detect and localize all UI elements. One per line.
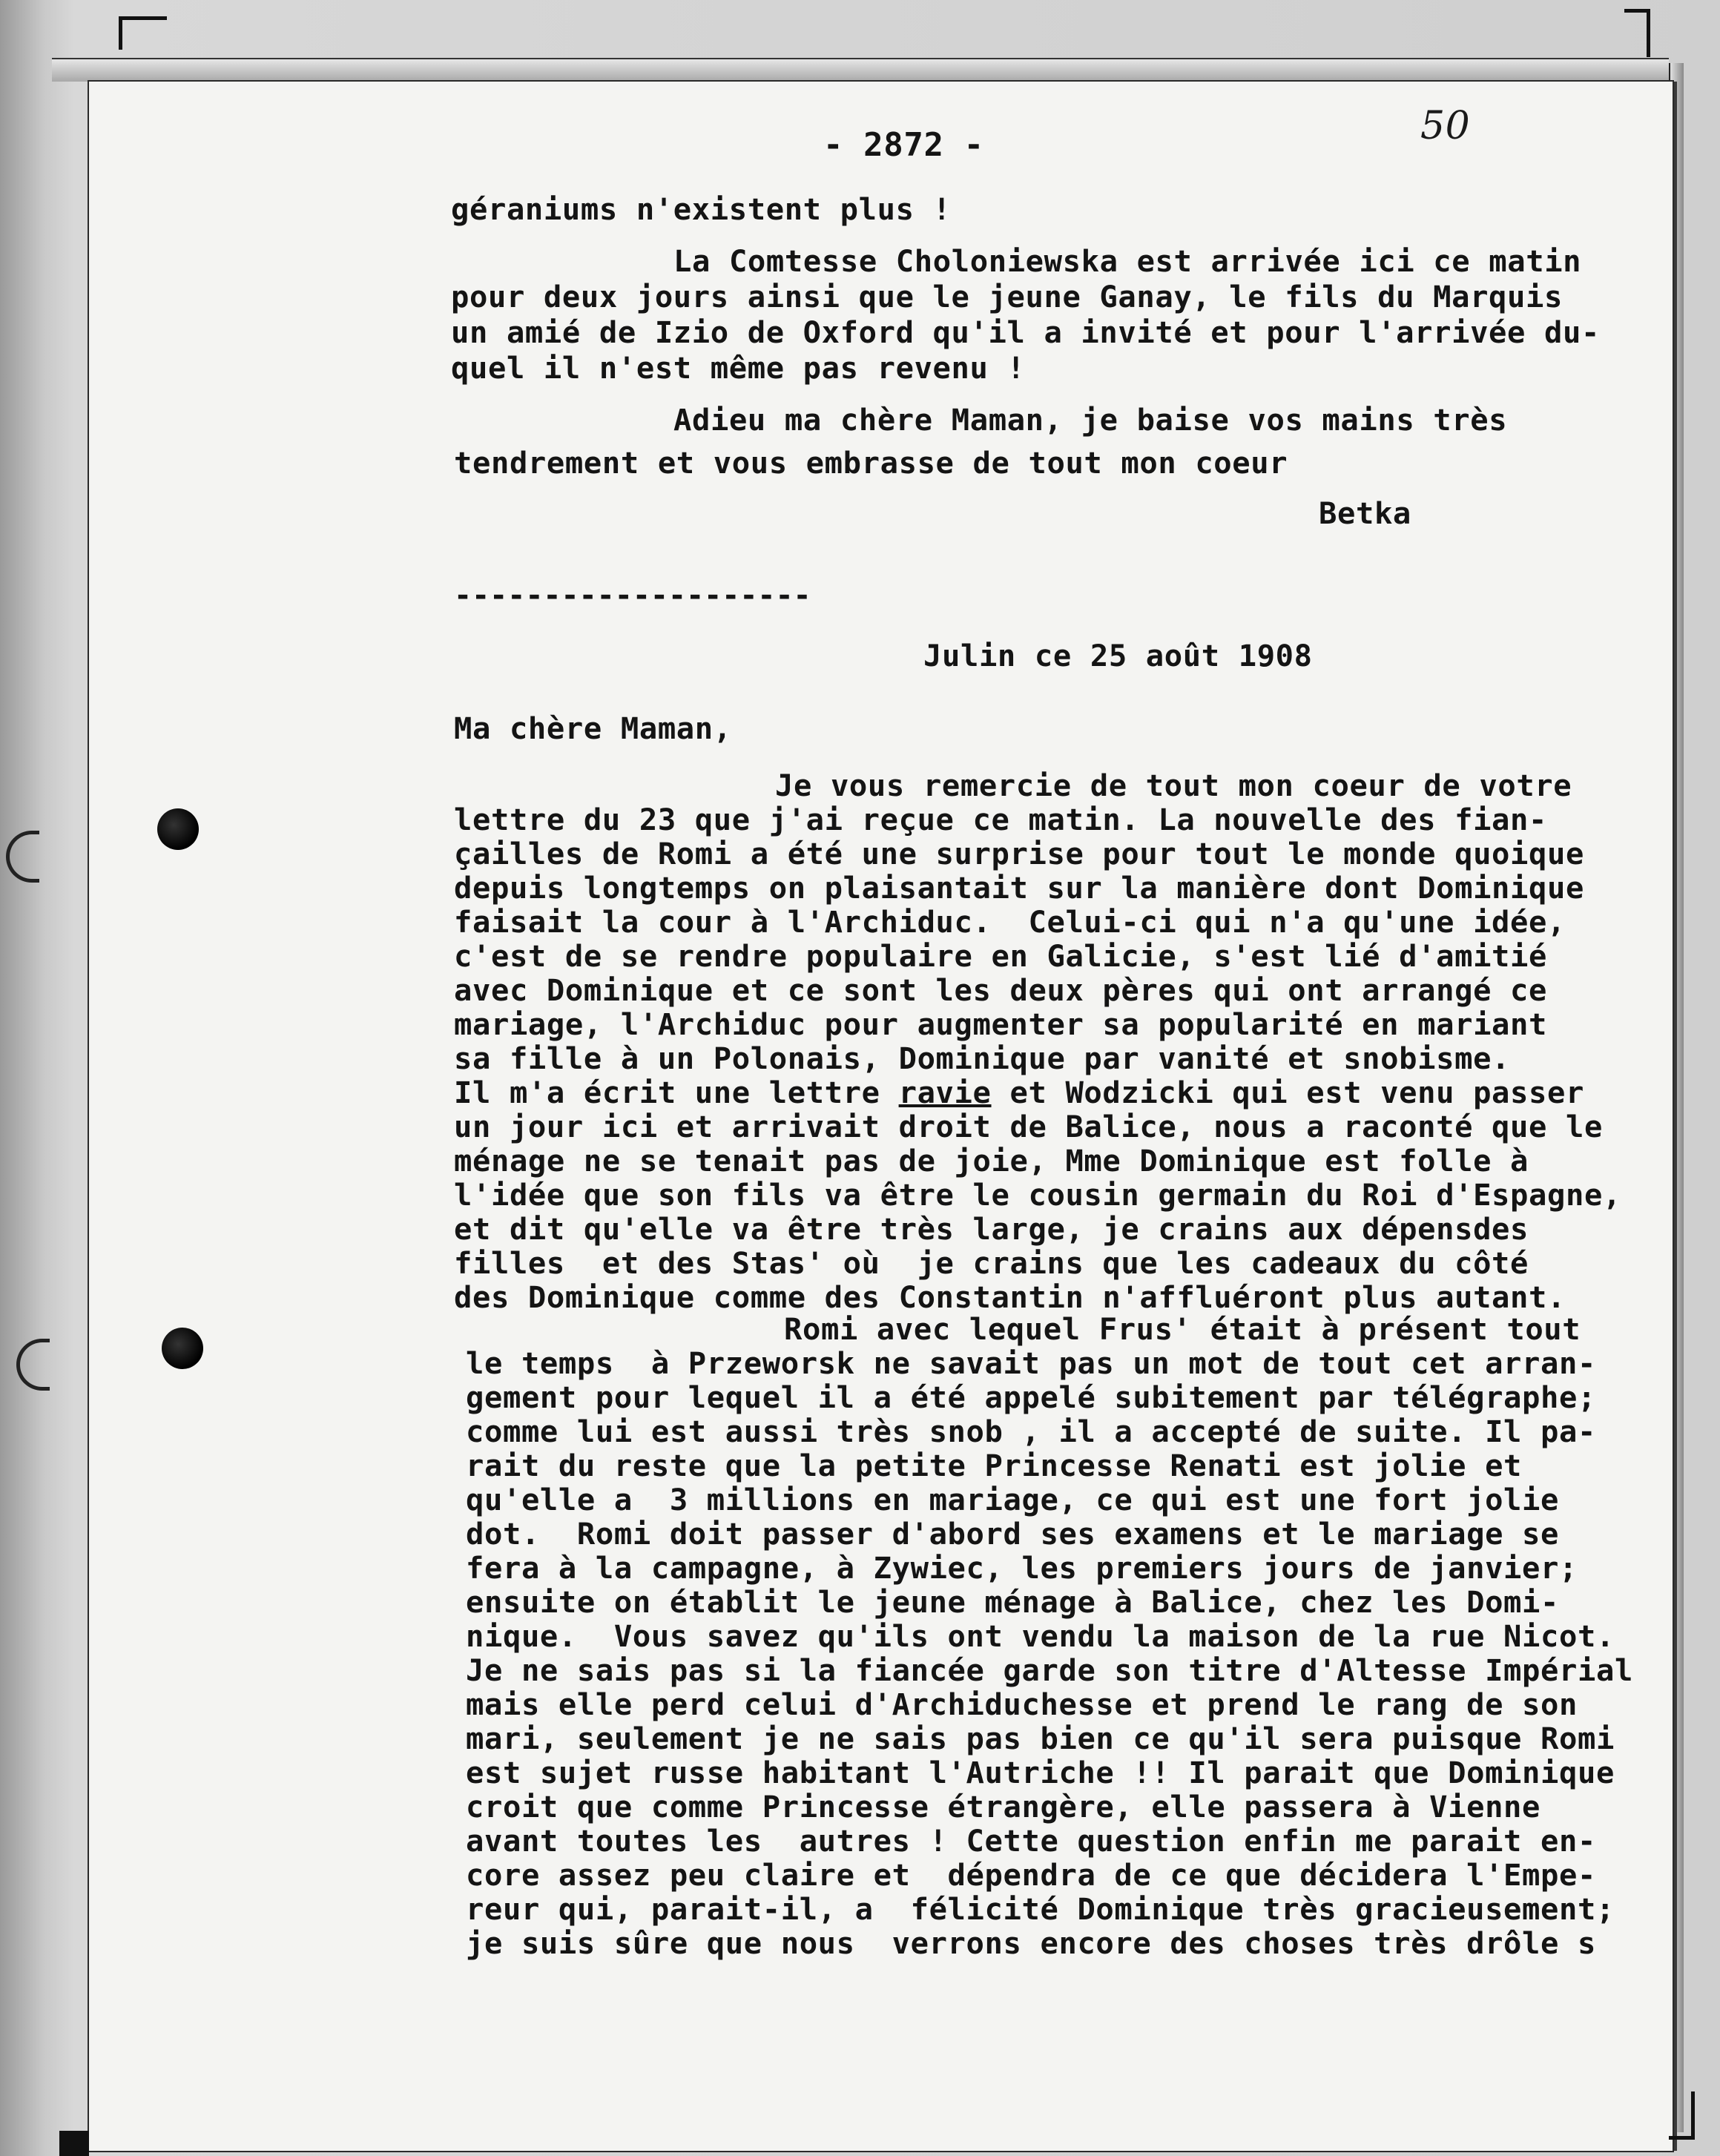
text-line: croit que comme Princesse étrangère, elle passera à Vienne bbox=[466, 1789, 1541, 1824]
text-line: core assez peu claire et dépendra de ce que décidera l'Empe- bbox=[466, 1857, 1596, 1893]
text-line: des Dominique comme des Constantin n'affluéront plus autant. bbox=[454, 1279, 1566, 1315]
text-line: avant toutes les autres ! Cette question enfin me parait en- bbox=[466, 1823, 1596, 1859]
text-line: rait du reste que la petite Princesse Renati est jolie et bbox=[466, 1448, 1523, 1483]
text-line: lettre du 23 que j'ai reçue ce matin. La nouvelle des fian- bbox=[454, 802, 1547, 837]
text-line: mariage, l'Archiduc pour augmenter sa popularité en mariant bbox=[454, 1006, 1547, 1042]
text-line: je suis sûre que nous verrons encore des choses très drôle s bbox=[466, 1925, 1596, 1961]
text-line: sa fille à un Polonais, Dominique par vanité et snobisme. bbox=[454, 1041, 1511, 1076]
text-line: mari, seulement je ne sais pas bien ce qu'il sera puisque Romi bbox=[466, 1721, 1615, 1756]
text-line: Je vous remercie de tout mon coeur de votre bbox=[775, 768, 1572, 803]
text-line: ménage ne se tenait pas de joie, Mme Dominique est folle à bbox=[454, 1143, 1529, 1178]
text-line: La Comtesse Choloniewska est arrivée ici ce matin bbox=[673, 243, 1582, 279]
salutation: Ma chère Maman, bbox=[454, 711, 732, 746]
text-line: Il m'a écrit une lettre ravie et Wodzicki qui est venu passer bbox=[454, 1075, 1584, 1110]
signature: Betka bbox=[1319, 495, 1411, 531]
text-line: un amié de Izio de Oxford qu'il a invité et pour l'arrivée du- bbox=[451, 314, 1600, 350]
text-line: l'idée que son fils va être le cousin germain du Roi d'Espagne, bbox=[454, 1177, 1621, 1213]
text-line: le temps à Przeworsk ne savait pas un mot de tout cet arran- bbox=[466, 1345, 1596, 1381]
folio-number: 50 bbox=[1420, 104, 1471, 148]
text-line: avec Dominique et ce sont les deux pères qui ont arrangé ce bbox=[454, 972, 1547, 1008]
text-line: un jour ici et arrivait droit de Balice, nous a raconté que le bbox=[454, 1109, 1603, 1144]
text-line: qu'elle a 3 millions en mariage, ce qui est une fort jolie bbox=[466, 1482, 1559, 1517]
text-line: dot. Romi doit passer d'abord ses examens et le mariage se bbox=[466, 1516, 1559, 1552]
text-line: ensuite on établit le jeune ménage à Balice, chez les Domi- bbox=[466, 1584, 1559, 1620]
text-line: fera à la campagne, à Zywiec, les premiers jours de janvier; bbox=[466, 1550, 1578, 1586]
text-line: tendrement et vous embrasse de tout mon coeur bbox=[454, 445, 1288, 481]
text-line: reur qui, parait-il, a félicité Dominique très gracieusement; bbox=[466, 1891, 1615, 1927]
text-line: Romi avec lequel Frus' était à présent tout bbox=[784, 1311, 1581, 1347]
text-line: c'est de se rendre populaire en Galicie, s'est lié d'amitié bbox=[454, 938, 1547, 974]
text-line: gement pour lequel il a été appelé subitement par télégraphe; bbox=[466, 1379, 1596, 1415]
text-line: Adieu ma chère Maman, je baise vos mains très bbox=[673, 402, 1508, 438]
text-line: nique. Vous savez qu'ils ont vendu la maison de la rue Nicot. bbox=[466, 1618, 1615, 1654]
text-line: Je ne sais pas si la fiancée garde son titre d'Altesse Impérial bbox=[466, 1652, 1633, 1688]
text-line: çailles de Romi a été une surprise pour tout le monde quoique bbox=[454, 836, 1584, 871]
text-line: quel il n'est même pas revenu ! bbox=[451, 350, 1026, 386]
text-line: et dit qu'elle va être très large, je crains aux dépensdes bbox=[454, 1211, 1529, 1247]
text-line: depuis longtemps on plaisantait sur la manière dont Dominique bbox=[454, 870, 1584, 906]
page-number: - 2872 - bbox=[823, 126, 984, 164]
text-line: mais elle perd celui d'Archiduchesse et prend le rang de son bbox=[466, 1687, 1578, 1722]
text-line: comme lui est aussi très snob , il a accepté de suite. Il pa- bbox=[466, 1414, 1596, 1449]
text-line: est sujet russe habitant l'Autriche !! Il parait que Dominique bbox=[466, 1755, 1615, 1790]
date-line: Julin ce 25 août 1908 bbox=[923, 638, 1313, 673]
underlined-word: ravie bbox=[898, 1075, 992, 1110]
text-line: filles et des Stas' où je crains que les cadeaux du côté bbox=[454, 1245, 1529, 1281]
text-line: faisait la cour à l'Archiduc. Celui-ci qui n'a qu'une idée, bbox=[454, 904, 1566, 940]
text-line: pour deux jours ainsi que le jeune Ganay, le fils du Marquis bbox=[451, 279, 1563, 314]
text-line: géraniums n'existent plus ! bbox=[451, 191, 952, 227]
separator-line: -------------------- bbox=[454, 578, 811, 613]
